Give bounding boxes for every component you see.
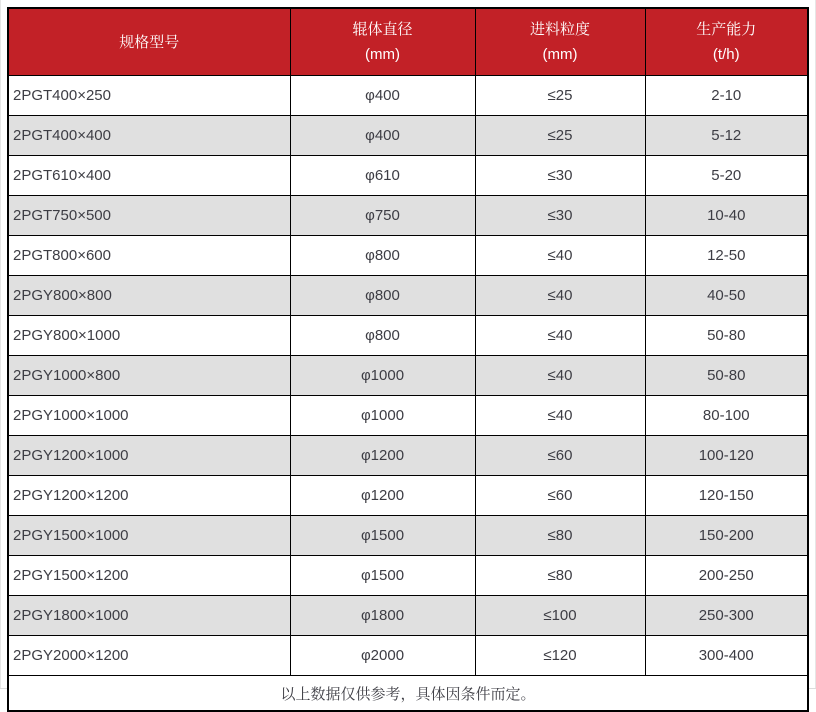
model-cell: 2PGY1200×1000: [8, 436, 290, 476]
feed-size-cell: ≤30: [475, 156, 645, 196]
model-cell: 2PGY1800×1000: [8, 596, 290, 636]
table-row: [8, 596, 808, 636]
column-header-capacity: [645, 8, 808, 76]
capacity-cell: 40-50: [645, 276, 808, 316]
table-row: [8, 476, 808, 516]
model-cell: 2PGT610×400: [8, 156, 290, 196]
model-cell: 2PGY1000×800: [8, 356, 290, 396]
capacity-cell: 12-50: [645, 236, 808, 276]
capacity-cell: 5-20: [645, 156, 808, 196]
table-row: [8, 636, 808, 676]
capacity-cell: 200-250: [645, 556, 808, 596]
column-unit: (t/h): [712, 46, 740, 63]
model-cell: 2PGY1500×1000: [8, 516, 290, 556]
column-title: 规格型号: [119, 33, 180, 51]
feed-size-cell: ≤80: [475, 516, 645, 556]
feed-size-cell: ≤30: [475, 196, 645, 236]
spec-table-body: [8, 76, 808, 676]
model-cell: 2PGY1000×1000: [8, 396, 290, 436]
diameter-cell: φ750: [290, 196, 475, 236]
table-row: [8, 236, 808, 276]
capacity-cell: 80-100: [645, 396, 808, 436]
capacity-cell: 50-80: [645, 356, 808, 396]
diameter-cell: φ1200: [290, 436, 475, 476]
diameter-cell: φ1200: [290, 476, 475, 516]
model-cell: 2PGY800×800: [8, 276, 290, 316]
table-row: [8, 76, 808, 116]
capacity-cell: 250-300: [645, 596, 808, 636]
feed-size-cell: ≤40: [475, 236, 645, 276]
capacity-cell: 120-150: [645, 476, 808, 516]
column-title: 进料粒度: [529, 21, 590, 38]
model-cell: 2PGY1500×1200: [8, 556, 290, 596]
spec-table-header: [8, 8, 808, 76]
column-header-model: [8, 8, 290, 76]
column-unit: (mm): [365, 46, 400, 63]
table-row: [8, 356, 808, 396]
feed-size-cell: ≤40: [475, 316, 645, 356]
column-header-diameter: [290, 8, 475, 76]
spec-table: [7, 7, 809, 712]
feed-size-cell: ≤80: [475, 556, 645, 596]
capacity-cell: 50-80: [645, 316, 808, 356]
feed-size-cell: ≤25: [475, 116, 645, 156]
diameter-cell: φ2000: [290, 636, 475, 676]
diameter-cell: φ1500: [290, 556, 475, 596]
feed-size-cell: ≤25: [475, 76, 645, 116]
diameter-cell: φ800: [290, 236, 475, 276]
capacity-cell: 100-120: [645, 436, 808, 476]
feed-size-cell: ≤40: [475, 356, 645, 396]
feed-size-cell: ≤120: [475, 636, 645, 676]
capacity-cell: 300-400: [645, 636, 808, 676]
footer-note: 以上数据仅供参考，具体因条件而定。: [8, 676, 808, 712]
table-row: [8, 516, 808, 556]
capacity-cell: 5-12: [645, 116, 808, 156]
diameter-cell: φ1000: [290, 396, 475, 436]
table-row: [8, 436, 808, 476]
model-cell: 2PGT800×600: [8, 236, 290, 276]
diameter-cell: φ610: [290, 156, 475, 196]
model-cell: 2PGY800×1000: [8, 316, 290, 356]
model-cell: 2PGY1200×1200: [8, 476, 290, 516]
column-title: 生产能力: [696, 21, 757, 38]
table-row: [8, 156, 808, 196]
table-row: [8, 276, 808, 316]
feed-size-cell: ≤60: [475, 476, 645, 516]
diameter-cell: φ400: [290, 76, 475, 116]
table-row: [8, 116, 808, 156]
capacity-cell: 2-10: [645, 76, 808, 116]
spec-table-container: [7, 7, 809, 712]
feed-size-cell: ≤60: [475, 436, 645, 476]
diameter-cell: φ400: [290, 116, 475, 156]
feed-size-cell: ≤100: [475, 596, 645, 636]
table-row: [8, 556, 808, 596]
table-row: [8, 316, 808, 356]
footer-row: [8, 676, 808, 712]
table-row: [8, 196, 808, 236]
model-cell: 2PGT400×400: [8, 116, 290, 156]
table-row: [8, 396, 808, 436]
capacity-cell: 10-40: [645, 196, 808, 236]
diameter-cell: φ800: [290, 316, 475, 356]
model-cell: 2PGY2000×1200: [8, 636, 290, 676]
capacity-cell: 150-200: [645, 516, 808, 556]
diameter-cell: φ1800: [290, 596, 475, 636]
spec-table-footer: [8, 676, 808, 712]
column-unit: (mm): [542, 46, 578, 63]
column-title: 辊体直径: [352, 21, 413, 38]
diameter-cell: φ1000: [290, 356, 475, 396]
model-cell: 2PGT750×500: [8, 196, 290, 236]
column-header-feed-size: [475, 8, 645, 76]
feed-size-cell: ≤40: [475, 396, 645, 436]
diameter-cell: φ1500: [290, 516, 475, 556]
feed-size-cell: ≤40: [475, 276, 645, 316]
header-row: [8, 8, 808, 76]
model-cell: 2PGT400×250: [8, 76, 290, 116]
diameter-cell: φ800: [290, 276, 475, 316]
